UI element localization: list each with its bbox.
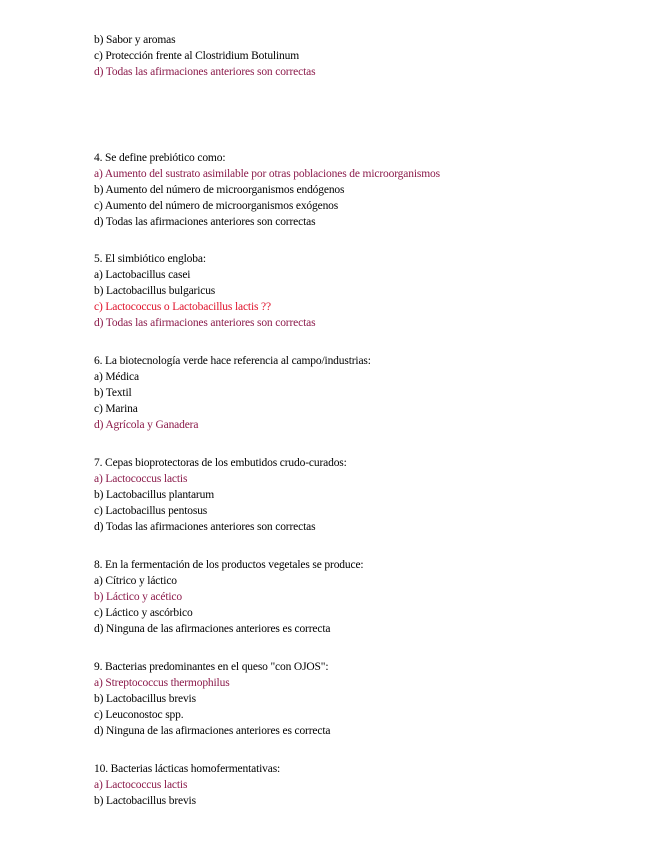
q4-option-c: c) Aumento del número de microorganismos exógenos xyxy=(94,200,339,212)
q9-title: 9. Bacterias predominantes en el queso "con OJOS": xyxy=(94,661,329,673)
q8-option-c: c) Láctico y ascórbico xyxy=(94,607,193,619)
q7-option-d: d) Todas las afirmaciones anteriores son correctas xyxy=(94,521,316,533)
q8-option-a: a) Cítrico y láctico xyxy=(94,575,177,587)
q8-title: 8. En la fermentación de los productos vegetales se produce: xyxy=(94,559,364,571)
q5-option-b: b) Lactobacillus bulgaricus xyxy=(94,285,216,297)
q3-option-c: c) Protección frente al Clostridium Botulinum xyxy=(94,50,300,62)
q5-option-a: a) Lactobacillus casei xyxy=(94,269,191,281)
q7-title: 7. Cepas bioprotectoras de los embutidos crudo-curados: xyxy=(94,457,347,469)
q7-option-a-answer: a) Lactococcus lactis xyxy=(94,473,188,485)
q10-title: 10. Bacterias lácticas homofermentativas: xyxy=(94,763,281,775)
q6-option-d-answer: d) Agrícola y Ganadera xyxy=(94,419,199,431)
q6-title: 6. La biotecnología verde hace referencia al campo/industrias: xyxy=(94,355,371,367)
q3-option-b: b) Sabor y aromas xyxy=(94,34,176,46)
q4-title: 4. Se define prebiótico como: xyxy=(94,152,226,164)
q6-option-a: a) Médica xyxy=(94,371,139,383)
q4-option-d: d) Todas las afirmaciones anteriores son correctas xyxy=(94,216,316,228)
q7-option-c: c) Lactobacillus pentosus xyxy=(94,505,208,517)
q9-option-a-answer: a) Streptococcus thermophilus xyxy=(94,677,230,689)
q9-option-c: c) Leuconostoc spp. xyxy=(94,709,184,721)
q5-option-c-doubt: c) Lactococcus o Lactobacillus lactis ?? xyxy=(94,301,271,313)
q4-option-b: b) Aumento del número de microorganismos endógenos xyxy=(94,184,345,196)
q5-title: 5. El simbiótico engloba: xyxy=(94,253,206,265)
q9-option-d: d) Ninguna de las afirmaciones anteriores es correcta xyxy=(94,725,331,737)
q6-option-c: c) Marina xyxy=(94,403,138,415)
q3-option-d-answer: d) Todas las afirmaciones anteriores son correctas xyxy=(94,66,316,78)
q6-option-b: b) Textil xyxy=(94,387,132,399)
q10-option-a-answer: a) Lactococcus lactis xyxy=(94,779,188,791)
q4-option-a-answer: a) Aumento del sustrato asimilable por otras poblaciones de microorganismos xyxy=(94,168,440,180)
q9-option-b: b) Lactobacillus brevis xyxy=(94,693,196,705)
q5-option-d-answer: d) Todas las afirmaciones anteriores son correctas xyxy=(94,317,316,329)
q8-option-d: d) Ninguna de las afirmaciones anteriores es correcta xyxy=(94,623,331,635)
q10-option-b: b) Lactobacillus brevis xyxy=(94,795,196,807)
q7-option-b: b) Lactobacillus plantarum xyxy=(94,489,215,501)
q8-option-b-answer: b) Láctico y acético xyxy=(94,591,182,603)
